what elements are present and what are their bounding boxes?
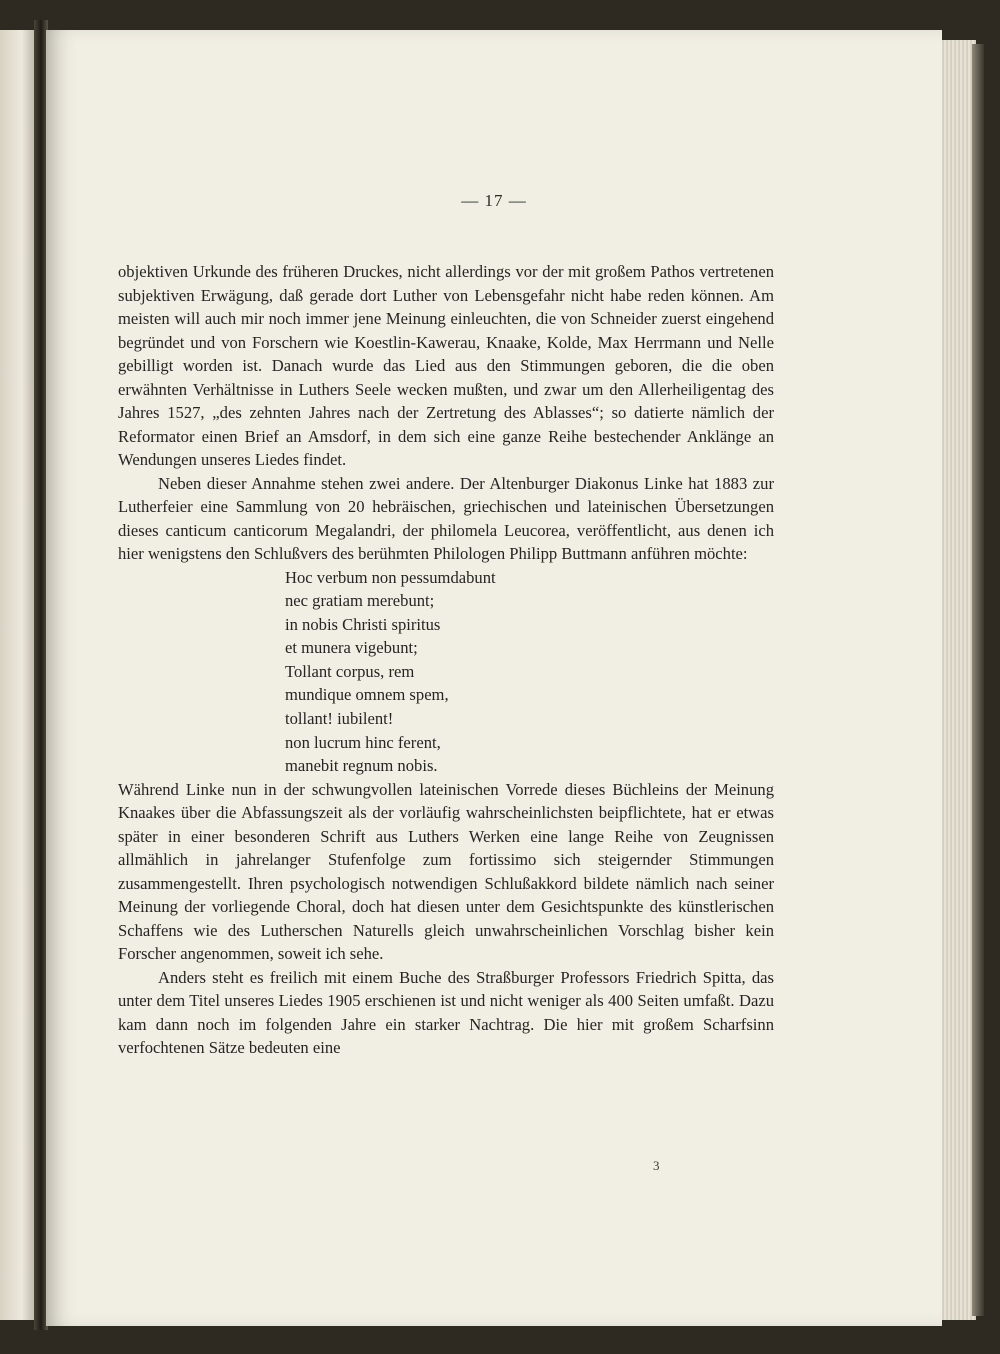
verse-line: et munera vigebunt; [285, 638, 418, 658]
verse-line: Hoc verbum non pessumdabunt [285, 567, 496, 587]
page-block-edges [940, 40, 976, 1320]
page-number: — 17 — [461, 191, 527, 210]
verse-line: mundique omnem spem, [285, 685, 449, 705]
page-body [118, 260, 774, 1060]
verse-line: nec gratiam merebunt; [285, 591, 435, 611]
paragraph-4: Anders steht es freilich mit einem Buche des Straßburger Professors Friedrich Spitta, das unter dem Titel unseres Liedes 1905 erschienen ist und nicht weniger als 400 Seiten umfaßt. Dazu kam dann noch im folgenden Jahre ein starker Nachtrag. Die hier mit großem Scharfsinn verfochtenen Sätze bedeuten eine [118, 967, 774, 1058]
book-page [46, 30, 942, 1326]
verse-line: tollant! iubilent! [285, 709, 394, 729]
verse-line: in nobis Christi spiritus [285, 614, 441, 634]
verse-line: non lucrum hinc ferent, [285, 732, 441, 752]
page-block-shadow [972, 44, 984, 1316]
paragraph-2: Neben dieser Annahme stehen zwei andere. Der Altenburger Diakonus Linke hat 1883 zur Lutherfeier eine Sammlung von 20 hebräischen, griechischen und lateinischen Übersetzungen dieses canticum canticorum Megalandri, der philomela Leucorea, veröffentlicht, aus denen ich hier wenigstens den Schlußvers des berühmten Philologen Philipp Buttmann anführen möchte: [118, 473, 774, 563]
verse-line: Tollant corpus, rem [285, 661, 415, 681]
left-page-edge [0, 30, 36, 1320]
latin-verse [285, 566, 774, 778]
verse-line: manebit regnum nobis. [285, 756, 438, 776]
paragraph-1: objektiven Urkunde des früheren Druckes, nicht allerdings vor der mit großem Pathos vertretenen subjektiven Erwägung, daß gerade dort Luther von Lebensgefahr nicht habe reden können. Am meisten will auch mir noch immer jene Meinung einleuchten, die von Schneider zuerst eingehend begründet und von Forschern wie Koestlin-Kawerau, Knaake, Kolde, Max Herrmann und Nelle gebilligt worden ist. Danach wurde das Lied aus den Stimmungen geboren, die die oben erwähnten Verhältnisse in Luthers Seele wecken mußten, und zwar um den Allerheiligentag des Jahres 1527, „des zehnten Jahres nach der Zertretung des Ablasses“; so datierte nämlich der Reformator einen Brief an Amsdorf, in dem sich eine ganze Reihe bestechender Anklänge an Wendungen unseres Liedes findet. [118, 262, 774, 469]
signature-mark: 3 [653, 1158, 660, 1173]
paragraph-3: Während Linke nun in der schwungvollen lateinischen Vorrede dieses Büchleins der Meinung Knaakes über die Abfassungszeit als der vorläufig wahrscheinlichsten beipflichtete, hat er etwas später in einer besonderen Schrift aus Luthers Werken eine lange Reihe von Zeugnissen allmählich in jahrelanger Stufenfolge zum fortissimo sich steigernder Stimmungen zusammengestellt. Ihren psychologisch notwendigen Schlußakkord bildete nämlich nach seiner Meinung der vorliegende Choral, doch hat diesen unter dem Gesichtspunkte des künstlerischen Schaffens wie des Lutherschen Naturells gleich unwahrscheinlichen Vorschlag bisher kein Forscher angenommen, soweit ich sehe. [118, 779, 774, 964]
